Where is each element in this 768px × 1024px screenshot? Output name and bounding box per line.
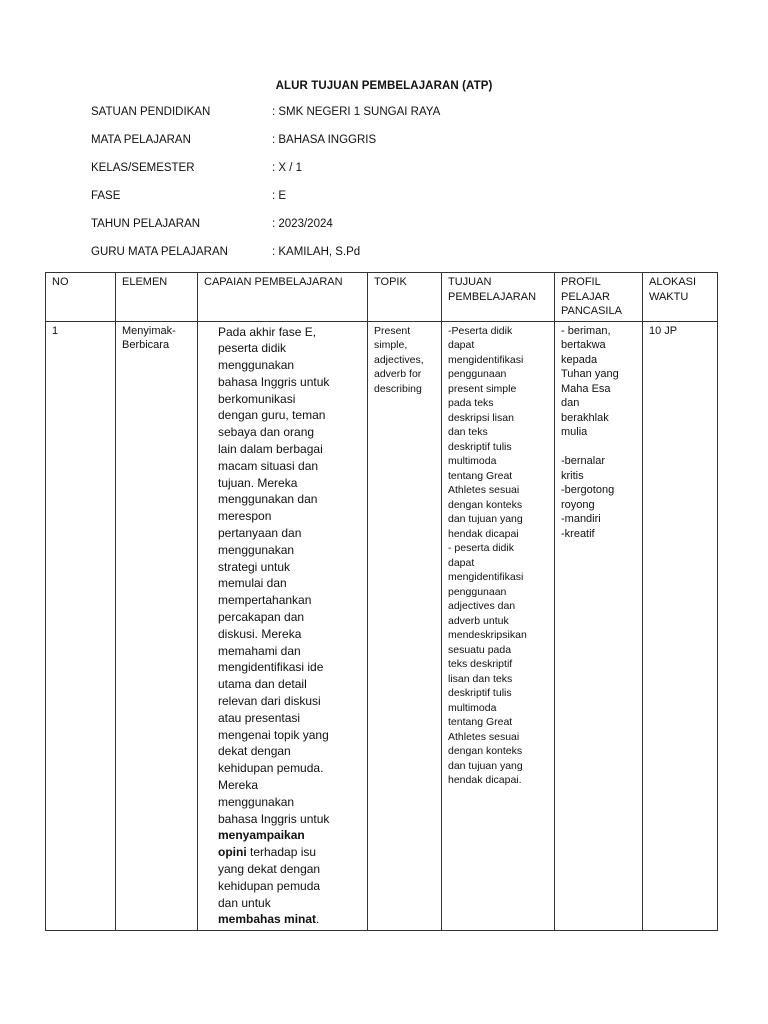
meta-row-satuan-pendidikan <box>91 106 691 122</box>
meta-label: KELAS/SEMESTER <box>91 162 195 174</box>
header-alokasi-waktu: ALOKASI WAKTU <box>643 273 718 322</box>
cell-capaian-pembelajaran <box>198 321 368 931</box>
header-elemen: ELEMEN <box>116 273 198 322</box>
meta-row-mata-pelajaran <box>91 134 691 150</box>
atp-table <box>45 272 718 931</box>
capaian-text: terhadap isu yang dekat dengan kehidupan pemuda dan untuk <box>218 845 321 910</box>
meta-label: GURU MATA PELAJARAN <box>91 246 228 258</box>
meta-value: : KAMILAH, S.Pd <box>272 246 361 258</box>
meta-value: : X / 1 <box>272 162 303 174</box>
meta-label: TAHUN PELAJARAN <box>91 218 201 230</box>
meta-value: : E <box>272 190 287 202</box>
meta-row-kelas-semester <box>91 162 691 178</box>
meta-value: : BAHASA INGGRIS <box>272 134 377 146</box>
header-tujuan-pembelajaran: TUJUAN PEMBELAJARAN <box>442 273 555 322</box>
header-profil-pelajar-pancasila: PROFIL PELAJAR PANCASILA <box>555 273 643 322</box>
cell-profil-pelajar-pancasila: - beriman, bertakwa kepada Tuhan yang Maha Esa dan berakhlak mulia -bernalar kritis -bergotong royong -mandiri -kreatif <box>555 321 643 931</box>
cell-no: 1 <box>46 321 116 931</box>
meta-value: : 2023/2024 <box>272 218 333 230</box>
header-topik: TOPIK <box>368 273 442 322</box>
cell-elemen: Menyimak- Berbicara <box>116 321 198 931</box>
cell-alokasi-waktu: 10 JP <box>643 321 718 931</box>
meta-label: MATA PELAJARAN <box>91 134 191 146</box>
meta-row-guru-mata-pelajaran <box>91 246 691 262</box>
meta-row-fase <box>91 190 691 206</box>
table-header-row <box>46 273 718 322</box>
meta-row-tahun-pelajaran <box>91 218 691 234</box>
capaian-bold-text: membahas minat <box>218 912 317 927</box>
meta-label: FASE <box>91 190 121 202</box>
meta-value: : SMK NEGERI 1 SUNGAI RAYA <box>272 106 441 118</box>
table-row <box>46 321 718 931</box>
document-title: ALUR TUJUAN PEMBELAJARAN (ATP) <box>275 80 493 92</box>
header-capaian-pembelajaran: CAPAIAN PEMBELAJARAN <box>198 273 368 322</box>
capaian-text: Pada akhir fase E, peserta didik menggunakan bahasa Inggris untuk berkomunikasi dengan guru, teman sebaya dan orang lain dalam berbagai macam situasi dan tujuan. Mereka menggunakan dan merespon pertanyaan dan menggunakan strategi untuk memulai dan mempertahankan percakapan dan diskusi. Mereka memahami dan mengidentifikasi ide utama dan detail relevan dari diskusi atau presentasi mengenai topik yang dekat dengan kehidupan pemuda. Mereka menggunakan bahasa Inggris untuk <box>218 324 330 826</box>
capaian-text: . <box>316 912 320 927</box>
meta-label: SATUAN PENDIDIKAN <box>91 106 211 118</box>
cell-topik: Present simple, adjectives, adverb for describing <box>368 321 442 931</box>
cell-tujuan-pembelajaran: -Peserta didik dapat mengidentifikasi penggunaan present simple pada teks deskripsi lisan dan teks deskriptif tulis multimoda tentang Great Athletes sesuai dengan konteks dan tujuan yang hendak dicapai - peserta didik dapat mengidentifikasi penggunaan adjectives dan adverb untuk mendeskripsikan sesuatu pada teks deskriptif lisan dan teks deskriptif tulis multimoda tentang Great Athletes sesuai dengan konteks dan tujuan yang hendak dicapai. <box>442 321 555 931</box>
header-no: NO <box>46 273 116 322</box>
capaian-bold-text: menyampaikan opini <box>218 828 305 860</box>
